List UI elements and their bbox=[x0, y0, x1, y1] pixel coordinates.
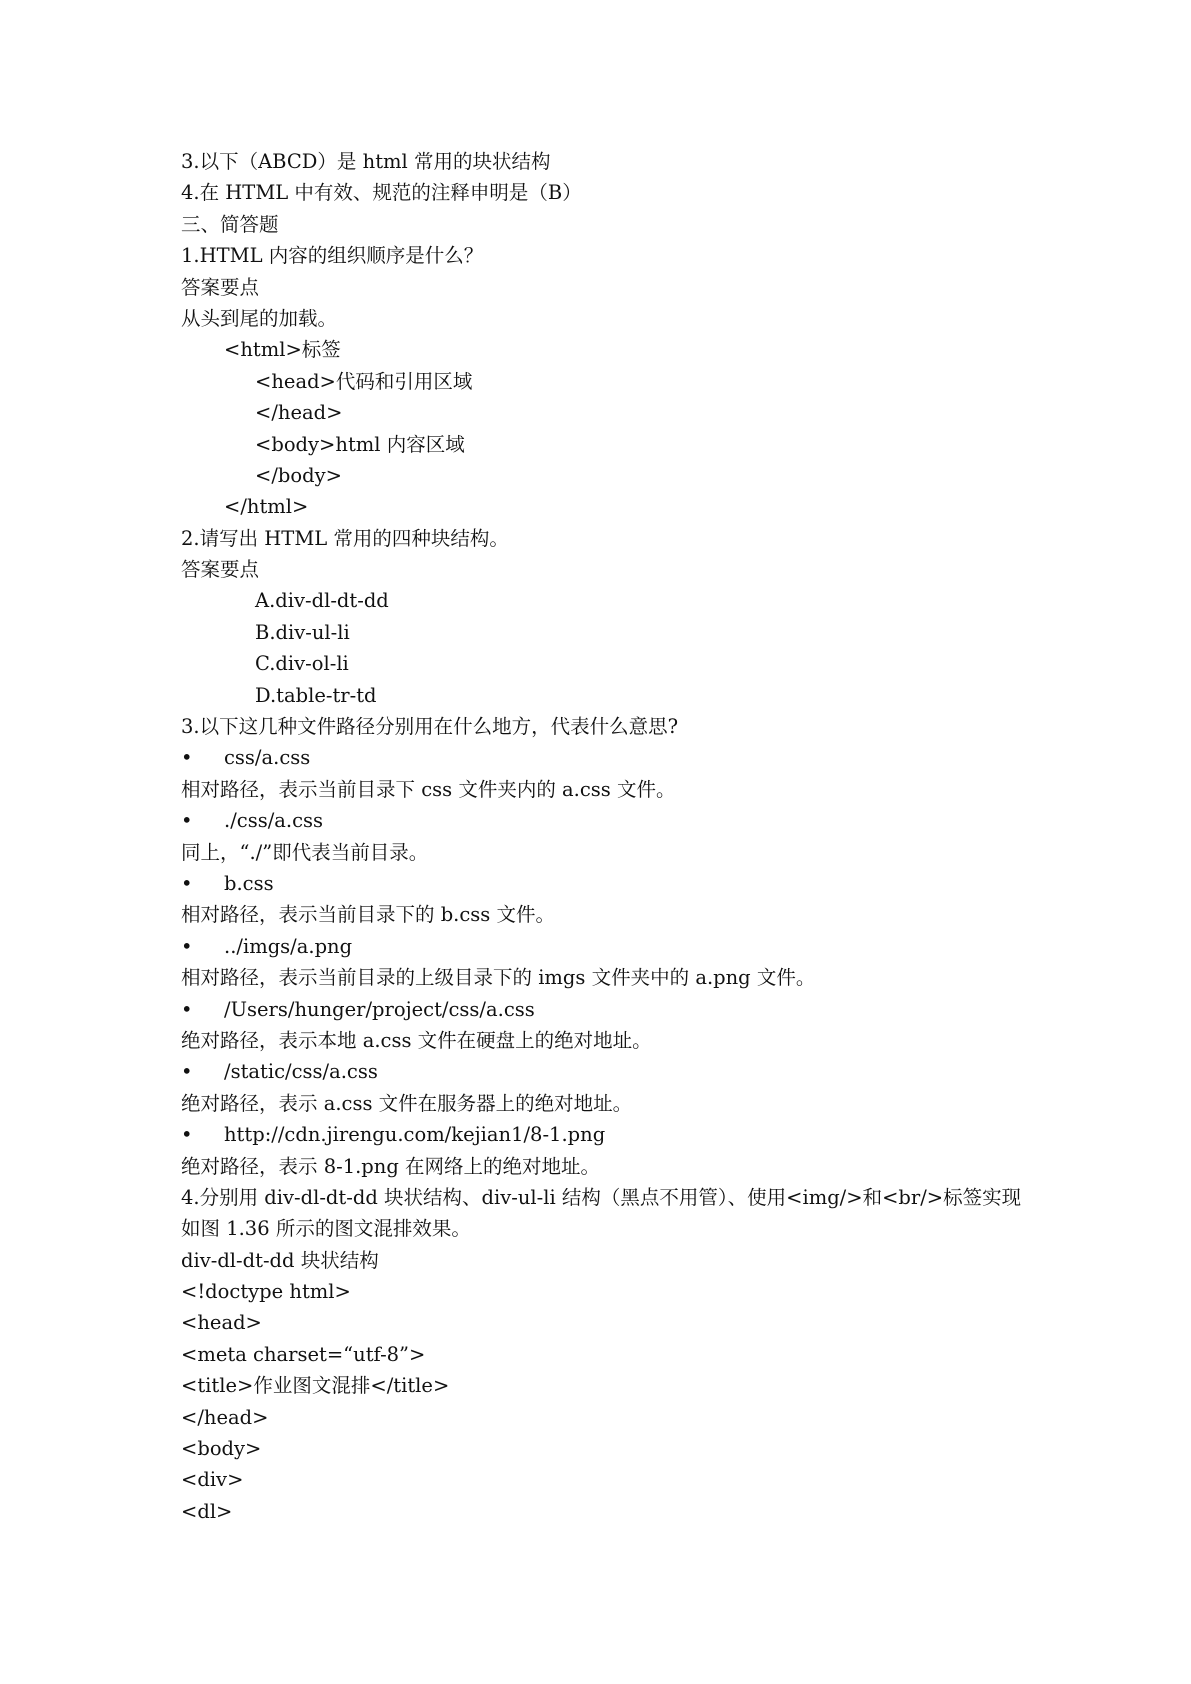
bullet-item bbox=[181, 742, 1081, 773]
bullet-item bbox=[181, 805, 1081, 836]
answer-option: D.table-tr-td bbox=[255, 683, 377, 707]
code-line: <html>标签 bbox=[224, 338, 341, 362]
path-explanation: 绝对路径，表示 a.css 文件在服务器上的绝对地址。 bbox=[181, 1091, 633, 1115]
document-body bbox=[181, 146, 1081, 1527]
path-explanation: 绝对路径，表示 8-1.png 在网络上的绝对地址。 bbox=[181, 1154, 601, 1178]
subheading: div-dl-dt-dd 块状结构 bbox=[181, 1248, 379, 1272]
path-explanation: 相对路径，表示当前目录的上级目录下的 imgs 文件夹中的 a.png 文件。 bbox=[181, 966, 816, 990]
bullet-icon: • bbox=[181, 934, 193, 958]
code-line: <div> bbox=[181, 1468, 244, 1492]
short-answer-4-question: 4.分别用 div-dl-dt-dd 块状结构、div-ul-li 结构（黑点不用管）、使用<img/>和<br/>标签实现 bbox=[181, 1185, 1022, 1209]
code-line: <meta charset=“utf-8”> bbox=[181, 1342, 426, 1366]
path-text: ../imgs/a.png bbox=[224, 934, 353, 958]
code-line: <dl> bbox=[181, 1499, 233, 1523]
answer-option: C.div-ol-li bbox=[255, 652, 349, 676]
code-line: </head> bbox=[181, 1405, 269, 1429]
code-line: <body>html 内容区域 bbox=[255, 432, 465, 456]
path-text: css/a.css bbox=[224, 746, 311, 770]
path-text: /static/css/a.css bbox=[224, 1060, 378, 1084]
bullet-item bbox=[181, 1119, 1081, 1150]
code-line: </body> bbox=[255, 463, 342, 487]
code-line: </head> bbox=[255, 401, 343, 425]
question-4-line: 4.在 HTML 中有效、规范的注释申明是（B） bbox=[181, 181, 582, 205]
path-text: ./css/a.css bbox=[224, 809, 324, 833]
path-explanation: 同上，“./”即代表当前目录。 bbox=[181, 840, 429, 864]
code-line: <body> bbox=[181, 1437, 262, 1461]
section-heading: 三、简答题 bbox=[181, 212, 279, 236]
code-line: <title>作业图文混排</title> bbox=[181, 1374, 450, 1398]
path-explanation: 绝对路径，表示本地 a.css 文件在硬盘上的绝对地址。 bbox=[181, 1028, 652, 1052]
bullet-item bbox=[181, 994, 1081, 1025]
short-answer-1-question: 1.HTML 内容的组织顺序是什么？ bbox=[181, 244, 484, 268]
path-explanation: 相对路径，表示当前目录下 css 文件夹内的 a.css 文件。 bbox=[181, 777, 676, 801]
question-3-line: 3.以下（ABCD）是 html 常用的块状结构 bbox=[181, 150, 551, 173]
code-line: <head>代码和引用区域 bbox=[255, 369, 473, 393]
answer-key-label: 答案要点 bbox=[181, 275, 260, 299]
bullet-icon: • bbox=[181, 746, 193, 770]
bullet-item bbox=[181, 1056, 1081, 1087]
short-answer-4-question-cont: 如图 1.36 所示的图文混排效果。 bbox=[181, 1217, 471, 1241]
code-line: <!doctype html> bbox=[181, 1280, 351, 1304]
path-text: b.css bbox=[224, 871, 274, 895]
code-line: <head> bbox=[181, 1311, 262, 1335]
path-explanation: 相对路径，表示当前目录下的 b.css 文件。 bbox=[181, 903, 556, 927]
code-line: </html> bbox=[224, 495, 309, 519]
path-text: /Users/hunger/project/css/a.css bbox=[224, 997, 535, 1021]
answer-text: 从头到尾的加载。 bbox=[181, 306, 338, 330]
bullet-icon: • bbox=[181, 997, 193, 1021]
bullet-item bbox=[181, 868, 1081, 899]
answer-option: A.div-dl-dt-dd bbox=[255, 589, 389, 613]
bullet-icon: • bbox=[181, 809, 193, 833]
answer-key-label: 答案要点 bbox=[181, 558, 260, 582]
bullet-item bbox=[181, 931, 1081, 962]
bullet-icon: • bbox=[181, 871, 193, 895]
answer-option: B.div-ul-li bbox=[255, 620, 350, 644]
short-answer-2-question: 2.请写出 HTML 常用的四种块结构。 bbox=[181, 526, 509, 550]
bullet-icon: • bbox=[181, 1123, 193, 1147]
path-text: http://cdn.jirengu.com/kejian1/8-1.png bbox=[224, 1123, 606, 1147]
bullet-icon: • bbox=[181, 1060, 193, 1084]
short-answer-3-question: 3.以下这几种文件路径分别用在什么地方，代表什么意思? bbox=[181, 715, 679, 739]
